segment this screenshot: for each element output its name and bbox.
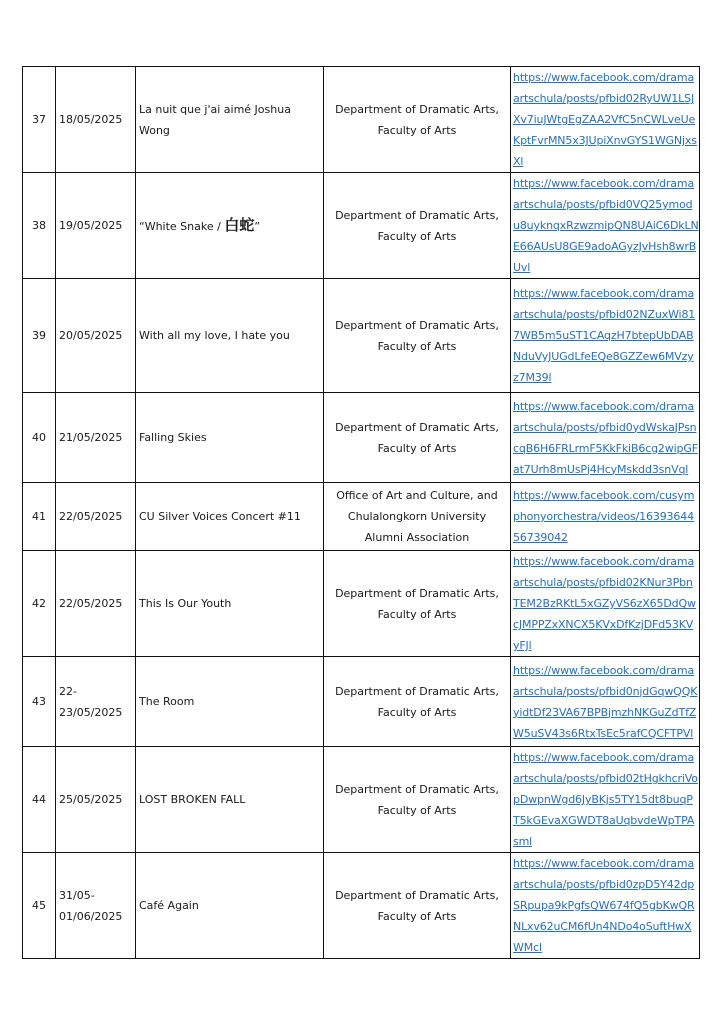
- event-date: 22/05/2025: [56, 551, 136, 657]
- row-number: 41: [23, 483, 56, 551]
- event-title-cjk: 白蛇: [224, 215, 255, 234]
- event-link[interactable]: https://www.facebook.com/dramaartschula/posts/pfbid0VQ25ymodu8uyknqxRzwzmipQN8UAiC6DkLNE66AUsU8GE9adoAGyzJvHsh8wrBUvl: [511, 173, 700, 279]
- table-row: [23, 853, 700, 959]
- table-row: [23, 67, 700, 173]
- row-number: 43: [23, 657, 56, 747]
- event-link[interactable]: https://www.facebook.com/cusymphonyorchestra/videos/1639364456739042: [511, 483, 700, 551]
- event-date: 18/05/2025: [56, 67, 136, 173]
- organizer: Department of Dramatic Arts, Faculty of Arts: [324, 551, 511, 657]
- event-link[interactable]: https://www.facebook.com/dramaartschula/posts/pfbid02tHgkhcriVopDwpnWgd6JyBKjs5TY15dt8buqPT5kGEvaXGWDT8aUqbvdeWpTPAsml: [511, 747, 700, 853]
- organizer: Department of Dramatic Arts, Faculty of Arts: [324, 747, 511, 853]
- event-title: CU Silver Voices Concert #11: [136, 483, 324, 551]
- event-link[interactable]: https://www.facebook.com/dramaartschula/posts/pfbid02RyUW1LSJXv7iuJWtgEgZAA2VfC5nCWLveUeKptFvrMN5x3JUpiXnvGYS1WGNjxsXl: [511, 67, 700, 173]
- event-date: 22/05/2025: [56, 483, 136, 551]
- row-number: 37: [23, 67, 56, 173]
- organizer: Department of Dramatic Arts, Faculty of Arts: [324, 279, 511, 393]
- row-number: 38: [23, 173, 56, 279]
- row-number: 39: [23, 279, 56, 393]
- organizer: Department of Dramatic Arts, Faculty of Arts: [324, 853, 511, 959]
- event-link[interactable]: https://www.facebook.com/dramaartschula/posts/pfbid0zpD5Y42dpSRpupa9kPgfsQW674fQ5gbKwQRNLxv62uCM6fUn4NDo4oSuftHwXWMcl: [511, 853, 700, 959]
- event-title: With all my love, I hate you: [136, 279, 324, 393]
- event-link[interactable]: https://www.facebook.com/dramaartschula/posts/pfbid02KNur3PbnTEM2BzRKtL5xGZyVS6zX65DdQwcJMPPZxXNCX5KVxDfKzjDFd53KVyFJl: [511, 551, 700, 657]
- table-row: [23, 657, 700, 747]
- row-number: 42: [23, 551, 56, 657]
- table-row: [23, 173, 700, 279]
- event-link[interactable]: https://www.facebook.com/dramaartschula/posts/pfbid0ydWskaJPsncqB6H6FRLrmF5KkFkiB6cg2wipGFat7Urh8mUsPj4HcyMskdd3snVql: [511, 393, 700, 483]
- row-number: 45: [23, 853, 56, 959]
- event-title: Café Again: [136, 853, 324, 959]
- row-number: 40: [23, 393, 56, 483]
- event-link[interactable]: https://www.facebook.com/dramaartschula/posts/pfbid0njdGqwQQKyidtDf23VA67BPBjmzhNKGuZdTfZW5uSV43s6RtxTsEc5rafCQCFTPVl: [511, 657, 700, 747]
- organizer: Department of Dramatic Arts, Faculty of Arts: [324, 393, 511, 483]
- event-date: 25/05/2025: [56, 747, 136, 853]
- event-date: 22-23/05/2025: [56, 657, 136, 747]
- organizer: Department of Dramatic Arts, Faculty of Arts: [324, 657, 511, 747]
- event-title: [136, 173, 324, 279]
- event-title: LOST BROKEN FALL: [136, 747, 324, 853]
- event-title: Falling Skies: [136, 393, 324, 483]
- table-row: [23, 483, 700, 551]
- event-date: 21/05/2025: [56, 393, 136, 483]
- event-title: The Room: [136, 657, 324, 747]
- events-table: [22, 66, 700, 959]
- table-row: [23, 393, 700, 483]
- row-number: 44: [23, 747, 56, 853]
- table-row: [23, 279, 700, 393]
- event-date: 19/05/2025: [56, 173, 136, 279]
- event-date: 20/05/2025: [56, 279, 136, 393]
- event-title-prefix: “White Snake /: [139, 219, 225, 233]
- organizer: Office of Art and Culture, and Chulalongkorn University Alumni Association: [324, 483, 511, 551]
- organizer: Department of Dramatic Arts, Faculty of Arts: [324, 173, 511, 279]
- event-date: 31/05-01/06/2025: [56, 853, 136, 959]
- event-title: This Is Our Youth: [136, 551, 324, 657]
- event-title-suffix: ”: [254, 219, 261, 233]
- organizer: Department of Dramatic Arts, Faculty of Arts: [324, 67, 511, 173]
- event-title: La nuit que j'ai aimé Joshua Wong: [136, 67, 324, 173]
- table-row: [23, 551, 700, 657]
- event-link[interactable]: https://www.facebook.com/dramaartschula/posts/pfbid02NZuxWi817WB5m5uST1CAqzH7btepUbDABNduVyJUGdLfeEQe8GZZew6MVzyz7M39l: [511, 279, 700, 393]
- table-row: [23, 747, 700, 853]
